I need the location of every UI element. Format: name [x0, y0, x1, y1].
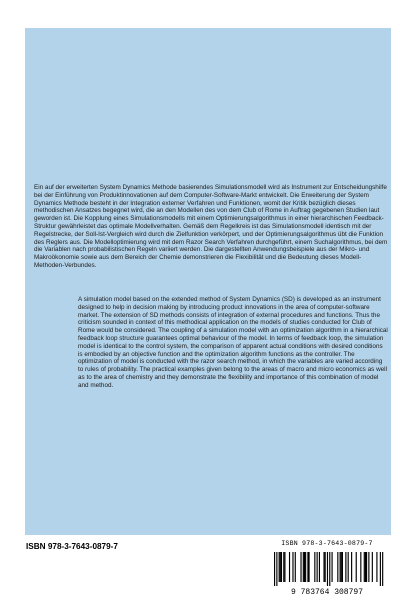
- barcode-bars: [262, 550, 392, 596]
- barcode-bar: [274, 552, 275, 586]
- abstract-german: Ein auf der erweiterten System Dynamics Methode basierendes Simulationsmodell wird als Instrument zur Entscheidungshilfe bei der Einführung von Produktinnovationen auf dem Computer-Software-Markt entwickelt. Die Erweiterung der System Dynamics Methode besteht in der Integration externer Verfahren und Funktionen, womit der Kritik bezüglich dieses methodischen Ansatzes begegnet wird, die an den Modellen des von dem Club of Rome in Auftrag gegebenen Studien laut geworden ist. Die Kopplung eines Simulationsmodells mit einem Optimierungsalgorithmus in einer hierarchischen Feedback-Struktur gewährleistet das optimale Modellverhalten. Gemäß dem Regelkreis ist das Simulationsmodell identisch mit der Regelstrecke, der Soll-Ist-Vergleich wird durch die Zielfunktion verkörpert, und der Optimierungsalgorithmus übt die Funktion des Reglers aus. Die Modelloptimierung wird mit dem Razor Search Verfahren durchgeführt, einem Suchalgorithmus, bei dem die Variablen nach probabilistischen Regeln variiert werden. Die dargestellten Anwendungsbeispiele aus der Mikro- und Makroökonomie sowie aus dem Bereich der Chemie demonstrieren die Flexibilität und die Bedeutung dieses Modell-Methoden-Verbundes.: [34, 184, 388, 269]
- barcode-bar: [351, 552, 352, 582]
- barcode-bar: [345, 552, 346, 582]
- barcode-bar: [332, 552, 333, 582]
- barcode-bar: [305, 552, 306, 582]
- barcode-bar: [309, 552, 310, 582]
- barcode-bar: [300, 552, 301, 582]
- barcode-bar: [325, 552, 326, 582]
- barcode-bar: [340, 552, 341, 582]
- barcode-isbn-text: ISBN 978-3-7643-0879-7: [281, 540, 373, 547]
- barcode-bar: [380, 552, 381, 586]
- barcode-bar: [319, 552, 320, 582]
- barcode-bar: [295, 552, 296, 582]
- barcode-bar: [304, 552, 305, 582]
- barcode-bar: [314, 552, 315, 582]
- barcode-bar: [303, 552, 304, 582]
- barcode-bar: [276, 552, 277, 586]
- barcode-bar: [365, 552, 366, 582]
- barcode-bar: [283, 552, 284, 582]
- barcode-bar: [279, 552, 280, 582]
- cover-color-panel: [25, 28, 391, 535]
- abstract-english: A simulation model based on the extended method of System Dynamics (SD) is developed as an instrument designed to help in decision making by introducing product innovations in the area of computer-software market. The extension of SD methods consists of integration of external procedures and functions. Thus the criticism sounded in context of this methodical application on the models of studies conducted for Club of Rome would be considered. The coupling of a simulation model with an optimization algorithm in a hierarchical feedback loop structure guarantees optimal behaviour of the model. In terms of feedback loop, the simulation model is identical to the control system, the comparison of apparent actual conditions with desired conditions is embodied by an objective function and the optimization algorithm functions as the controller. The optimization of model is conducted with the razor search method, in which the variables are varied according to rules of probability. The practical examples given belong to the areas of macro and micro economics as well as to the area of chemistry and they demonstrate the flexibility and importance of this combination of model and method.: [78, 296, 388, 389]
- barcode-bar: [323, 552, 324, 582]
- barcode-bar: [280, 552, 281, 582]
- barcode-bar: [376, 552, 377, 582]
- barcode-bar: [307, 552, 308, 582]
- barcode-bar: [356, 552, 357, 582]
- barcode-bar: [292, 552, 293, 582]
- barcode-bar: [337, 552, 338, 582]
- barcode-bar: [348, 552, 349, 582]
- barcode-bar: [327, 552, 328, 586]
- barcode-bar: [366, 552, 367, 582]
- barcode-bar: [329, 552, 330, 586]
- barcode-bar: [372, 552, 373, 582]
- barcode-bar: [341, 552, 342, 582]
- barcode-bar: [364, 552, 365, 582]
- barcode-bar: [281, 552, 282, 582]
- barcode-bar: [360, 552, 361, 582]
- barcode-bar: [342, 552, 343, 582]
- barcode-digits: 9 783764 308797: [290, 588, 364, 596]
- isbn-label: ISBN 978-3-7643-0879-7: [26, 542, 118, 551]
- barcode-bar: [368, 552, 369, 582]
- barcode: [262, 540, 392, 596]
- barcode-bar: [284, 552, 285, 582]
- barcode-bar: [317, 552, 318, 582]
- barcode-bar: [289, 552, 290, 582]
- barcode-bar: [382, 552, 383, 586]
